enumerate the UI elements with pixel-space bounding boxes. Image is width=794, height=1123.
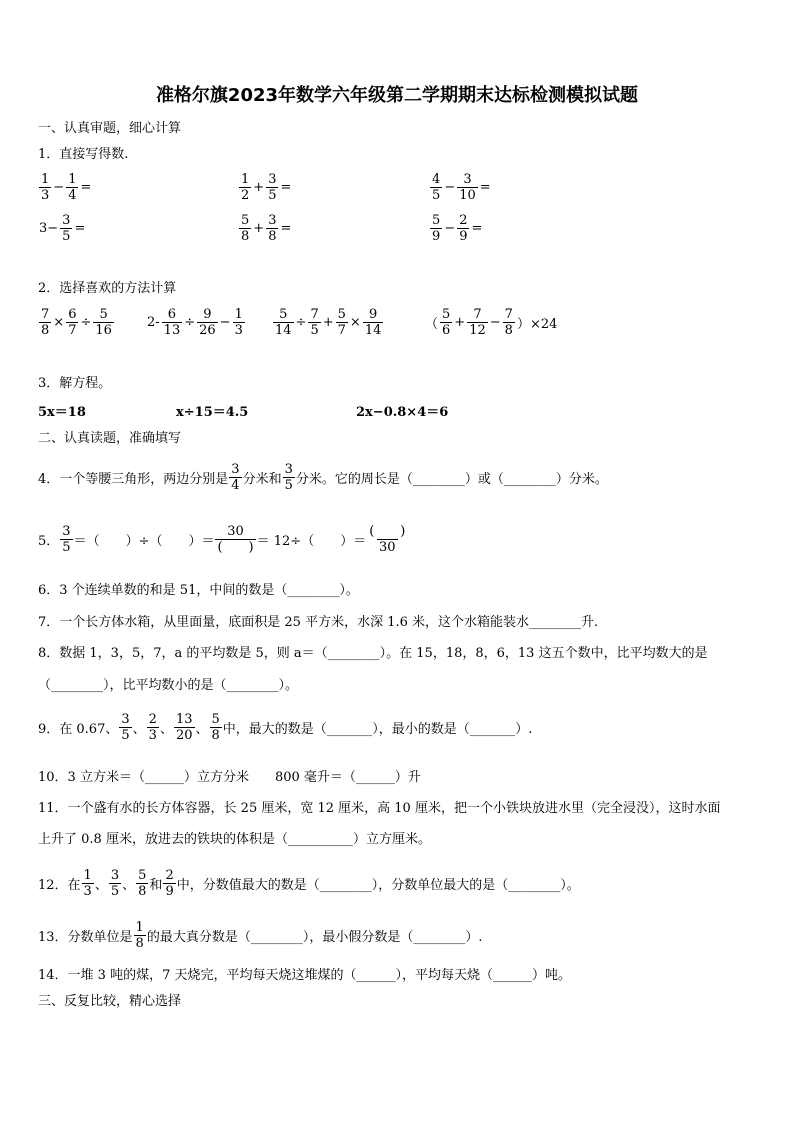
denominator: 5	[62, 229, 71, 244]
denominator: 30	[379, 540, 396, 555]
numerator: 2	[148, 712, 157, 727]
q8-line-1: 8．数据 1，3，5，7，a 的平均数是 5，则 a＝（________）。在 15，18，8，6，13 这五个数中，比平均数大的是	[38, 646, 708, 661]
q5	[38, 524, 408, 555]
denominator: 8	[241, 229, 250, 244]
text-segment: −	[489, 315, 501, 330]
q1-item-2	[238, 172, 292, 203]
fraction	[39, 172, 51, 203]
text-segment: =	[80, 180, 92, 195]
q11-line-1: 11．一个盛有水的长方体容器，长 25 厘米，宽 12 厘米，高 10 厘米，把一个小铁块放进水里（完全浸没），这时水面	[38, 801, 721, 816]
fraction	[440, 307, 452, 338]
q3-equation-3: 2x−0.8×4＝6	[356, 405, 449, 420]
numerator: 7	[41, 307, 50, 322]
numerator: 5	[99, 307, 108, 322]
denominator: 12	[469, 323, 486, 338]
q1-label: 1．直接写得数.	[38, 147, 129, 162]
numerator: 5	[279, 307, 288, 322]
q14: 14．一堆 3 吨的煤，7 天烧完，平均每天烧这堆煤的（______），平均每天烧（______）吨。	[38, 968, 571, 983]
text-segment: =	[471, 221, 483, 236]
q1-item-3	[429, 172, 492, 203]
denominator: 4	[68, 188, 77, 203]
fraction	[39, 307, 51, 338]
fraction	[210, 712, 222, 743]
q2-expr-1	[38, 307, 115, 338]
fraction	[266, 213, 278, 244]
fraction	[229, 462, 241, 493]
section-2-heading: 二、认真读题，准确填写	[38, 431, 182, 446]
denominator: 20	[175, 728, 193, 743]
numerator: 6	[167, 307, 177, 322]
fraction	[457, 172, 478, 203]
q10: 10．3 立方米＝（______）立方分米 800 毫升＝（______）升	[38, 770, 421, 785]
numerator: 2	[459, 213, 468, 228]
numerator: 5	[138, 868, 147, 883]
text-segment: 、	[94, 878, 108, 893]
numerator: 3	[284, 462, 293, 477]
text-segment: =	[280, 180, 292, 195]
text-segment: ÷	[184, 315, 196, 330]
numerator: 3	[268, 172, 277, 187]
q3-label: 3．解方程。	[38, 376, 112, 391]
denominator: 5	[310, 323, 319, 338]
denominator: 4	[231, 478, 240, 493]
numerator: 9	[203, 307, 212, 322]
fraction	[60, 213, 72, 244]
denominator: ( )	[217, 540, 254, 555]
denominator: 8	[211, 728, 220, 743]
text-segment: −	[444, 180, 456, 195]
fraction	[197, 307, 218, 338]
numerator: 5	[337, 307, 346, 322]
text-segment: −	[444, 221, 456, 236]
fraction	[239, 213, 251, 244]
text-segment: =	[479, 180, 491, 195]
q1-item-6	[429, 213, 483, 244]
denominator: 8	[268, 229, 277, 244]
text-segment: 9．在 0.67、	[38, 722, 119, 737]
numerator: 13	[175, 712, 193, 727]
fraction	[273, 307, 294, 338]
fraction	[119, 712, 131, 743]
denominator: 8	[41, 323, 50, 338]
numerator: 1	[234, 307, 243, 322]
text-segment: +	[253, 180, 265, 195]
fraction	[430, 172, 442, 203]
text-segment: 2-	[147, 315, 160, 330]
text-segment: 分米。它的周长是（________）或（________）分米。	[295, 472, 608, 487]
page-title: 准格尔旗2023年数学六年级第二学期期末达标检测模拟试题	[155, 85, 639, 106]
denominator: 3	[41, 188, 50, 203]
q2-label: 2．选择喜欢的方法计算	[38, 281, 177, 296]
text-segment: ×	[53, 315, 65, 330]
text-segment: −	[53, 180, 65, 195]
numerator: 1	[83, 868, 92, 883]
denominator: 9	[165, 884, 174, 899]
numerator: 3	[121, 712, 130, 727]
text-segment: ）×24	[516, 317, 558, 332]
fraction	[367, 524, 407, 555]
numerator: 6	[68, 307, 77, 322]
text-segment: 13．分数单位是	[38, 930, 133, 945]
numerator: 7	[504, 307, 513, 322]
denominator: 13	[163, 323, 181, 338]
numerator: 3	[231, 462, 240, 477]
section-1-heading: 一、认真审题，细心计算	[38, 121, 182, 136]
text-segment: 、	[122, 878, 136, 893]
q1-item-4	[38, 213, 86, 244]
q12	[38, 868, 580, 899]
numerator: 3	[62, 213, 71, 228]
denominator: 16	[95, 323, 112, 338]
fraction	[233, 307, 245, 338]
denominator: 5	[284, 478, 293, 493]
text-segment: ＝（ ）÷（ ）＝	[73, 534, 215, 549]
numerator: 3	[62, 524, 71, 539]
fraction	[174, 712, 195, 743]
text-segment: 4．一个等腰三角形，两边分别是	[38, 472, 229, 487]
numerator: 1	[135, 920, 144, 935]
numerator: 4	[432, 172, 441, 187]
text-segment: +	[322, 315, 334, 330]
fraction	[109, 868, 121, 899]
fraction	[336, 307, 348, 338]
text-segment: −	[219, 315, 231, 330]
numerator: 9	[368, 307, 378, 322]
q4	[38, 462, 608, 493]
fraction	[66, 307, 78, 338]
q6: 6．3 个连续单数的和是 51，中间的数是（________）。	[38, 583, 359, 598]
numerator: 5	[432, 213, 441, 228]
text-segment: 的最大真分数是（________），最小假分数是（________）.	[146, 930, 483, 945]
fraction	[134, 920, 146, 951]
q3-equation-2: x÷15＝4.5	[176, 405, 249, 420]
numerator: 7	[310, 307, 319, 322]
denominator: 14	[364, 323, 382, 338]
numerator: 3	[463, 172, 472, 187]
denominator: 2	[241, 188, 250, 203]
fraction	[162, 307, 183, 338]
q2-expr-3	[272, 307, 384, 338]
denominator: 8	[135, 936, 144, 951]
fraction	[147, 712, 159, 743]
text-segment: 分米和	[242, 472, 282, 487]
denominator: 10	[459, 188, 476, 203]
text-segment: ÷	[295, 315, 307, 330]
denominator: 8	[138, 884, 147, 899]
text-segment: 3−	[39, 221, 59, 236]
fraction	[60, 524, 72, 555]
q2-expr-2	[146, 307, 246, 338]
q13	[38, 920, 482, 951]
denominator: 5	[268, 188, 277, 203]
text-segment: 、	[132, 722, 146, 737]
numerator: 2	[165, 868, 174, 883]
fraction	[308, 307, 320, 338]
fraction	[457, 213, 469, 244]
fraction	[467, 307, 488, 338]
denominator: 5	[62, 540, 71, 555]
numerator: 1	[241, 172, 250, 187]
q1-item-1	[38, 172, 92, 203]
denominator: 5	[110, 884, 120, 899]
fraction	[239, 172, 251, 203]
fraction	[136, 868, 148, 899]
denominator: 3	[148, 728, 157, 743]
denominator: 9	[432, 229, 441, 244]
text-segment: （	[425, 317, 439, 332]
text-segment: 、	[195, 722, 209, 737]
denominator: 3	[83, 884, 92, 899]
fraction	[283, 462, 295, 493]
text-segment: 5．	[38, 534, 60, 549]
numerator: 5	[241, 213, 250, 228]
q2-expr-4	[424, 307, 558, 338]
numerator: 5	[442, 307, 451, 322]
text-segment: 中，分数值最大的数是（________），分数单位最大的是（________）。	[176, 878, 580, 893]
text-segment: 、	[159, 722, 173, 737]
fraction	[430, 213, 442, 244]
q1-item-5	[238, 213, 292, 244]
denominator: 9	[459, 229, 468, 244]
text-segment: 中，最大的数是（_______），最小的数是（_______）.	[222, 722, 533, 737]
numerator: 30	[227, 524, 244, 539]
fraction	[82, 868, 94, 899]
text-segment: ×	[349, 315, 361, 330]
text-segment: +	[253, 221, 265, 236]
q9	[38, 712, 532, 743]
q11-line-2: 上升了 0.8 厘米，放进去的铁块的体积是（__________）立方厘米。	[38, 832, 431, 847]
fraction	[503, 307, 515, 338]
denominator: 5	[121, 728, 130, 743]
text-segment: ＝ 12÷（ ）＝	[256, 534, 367, 549]
numerator: 7	[473, 307, 482, 322]
numerator: 3	[268, 213, 277, 228]
denominator: 6	[442, 323, 451, 338]
denominator: 7	[68, 323, 77, 338]
fraction	[66, 172, 78, 203]
text-segment: 12．在	[38, 878, 81, 893]
q8-line-2: （________），比平均数小的是（________）。	[38, 678, 299, 693]
fraction	[266, 172, 278, 203]
numerator: 5	[211, 712, 220, 727]
text-segment: =	[280, 221, 292, 236]
fraction	[163, 868, 175, 899]
q3-equation-1: 5x＝18	[38, 405, 86, 420]
text-segment: ÷	[80, 315, 92, 330]
numerator: 3	[110, 868, 120, 883]
fraction	[215, 524, 255, 555]
denominator: 8	[504, 323, 513, 338]
fraction	[93, 307, 114, 338]
text-segment: 和	[149, 878, 163, 893]
denominator: 14	[275, 323, 292, 338]
denominator: 3	[234, 323, 243, 338]
numerator: ( )	[369, 524, 406, 539]
section-3-heading: 三、反复比较，精心选择	[38, 994, 182, 1009]
denominator: 7	[337, 323, 346, 338]
numerator: 1	[68, 172, 77, 187]
denominator: 5	[432, 188, 441, 203]
q7: 7．一个长方体水箱，从里面量，底面积是 25 平方米，水深 1.6 米，这个水箱能装水________升.	[38, 615, 599, 630]
fraction	[363, 307, 384, 338]
denominator: 26	[199, 323, 216, 338]
numerator: 1	[41, 172, 50, 187]
text-segment: +	[454, 315, 466, 330]
text-segment: =	[74, 221, 86, 236]
